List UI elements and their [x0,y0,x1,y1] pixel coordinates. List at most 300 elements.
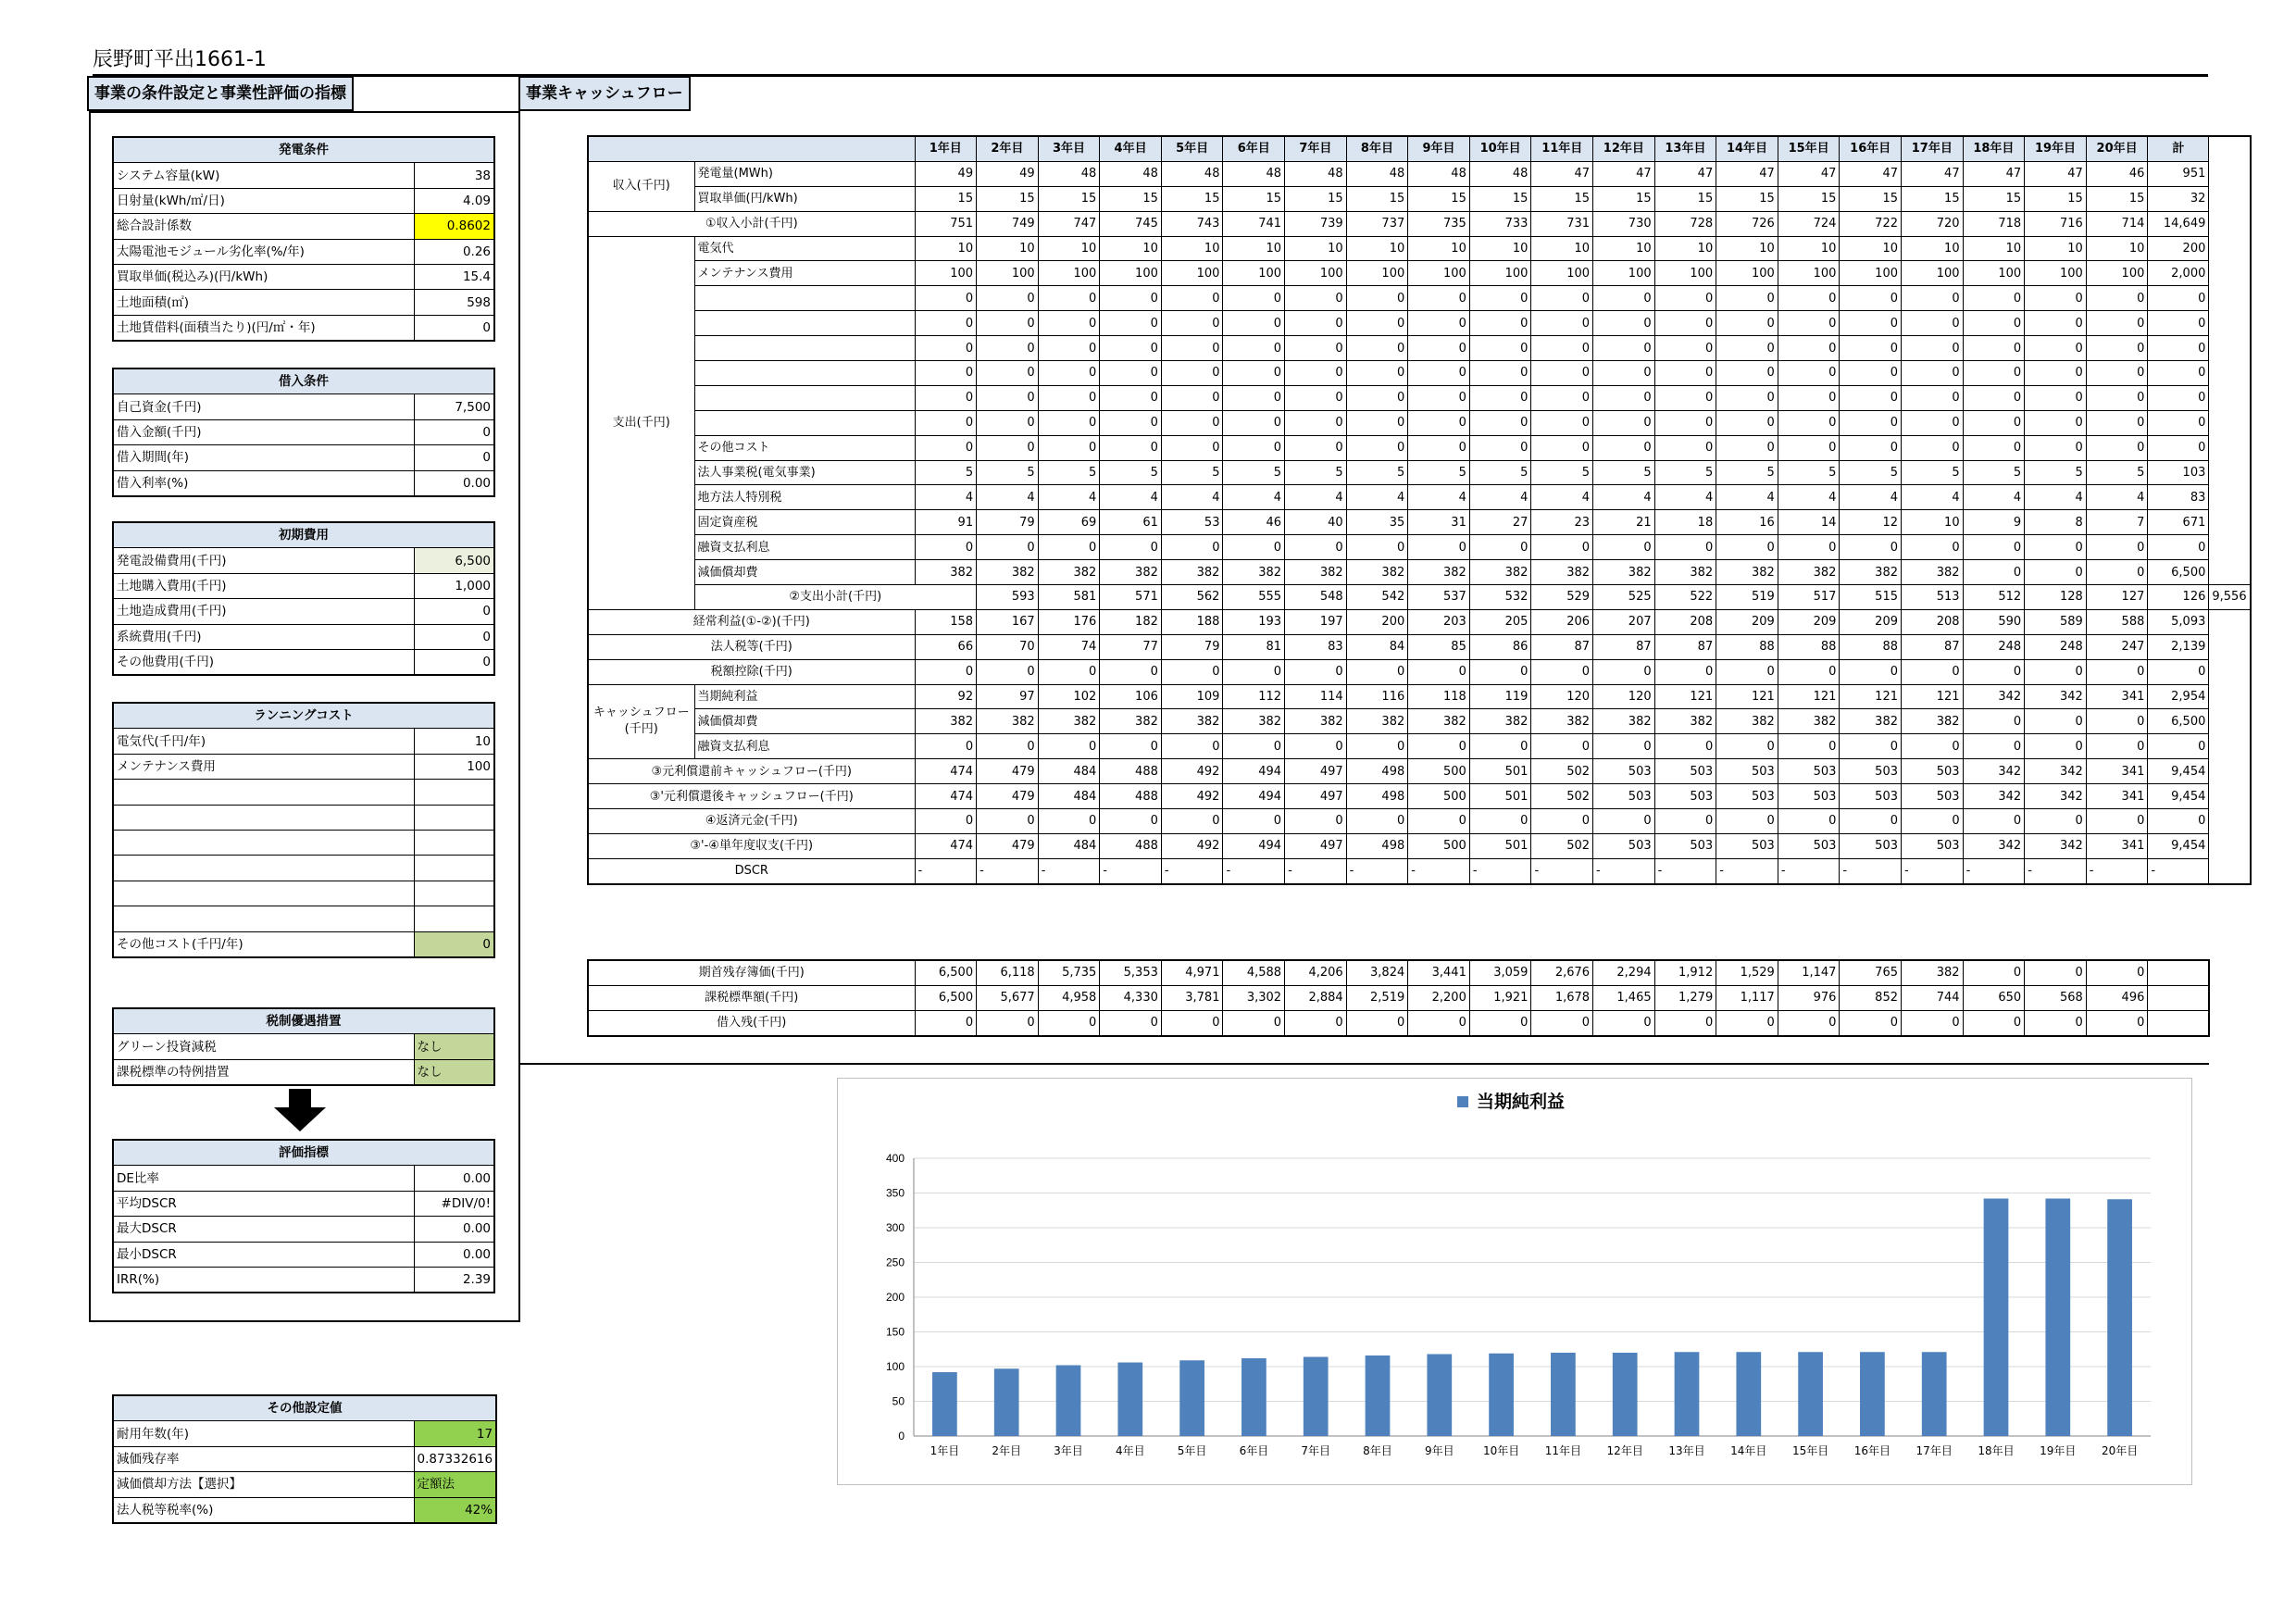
row-value[interactable]: 7,500 [414,394,494,419]
value-cell: 0 [1716,435,1778,460]
value-cell: 0 [1038,1010,1100,1035]
value-cell: 0 [2025,659,2087,684]
row-value[interactable]: 0.87332616 [414,1446,496,1471]
value-cell: 0 [1902,336,1964,361]
value-cell: 100 [2025,261,2087,286]
value-cell: 555 [1223,585,1285,610]
value-cell: 976 [1778,985,1840,1010]
row-value[interactable]: 0 [414,315,494,341]
value-cell: 5 [1593,460,1655,485]
value-cell: 53 [1161,510,1223,535]
section-heading-conditions: 事業の条件設定と事業性評価の指標 [87,76,354,111]
value-cell: 852 [1840,985,1902,1010]
value-cell: 0 [1285,385,1347,410]
value-cell: 0 [1161,809,1223,834]
total-cell: 83 [2148,485,2209,510]
row-value[interactable]: 0.00 [414,1166,494,1191]
value-cell: 484 [1038,833,1100,858]
value-cell: 4 [1531,485,1593,510]
value-cell: 733 [1469,211,1531,236]
value-cell: 0 [1778,361,1840,386]
value-cell: 500 [1408,759,1470,784]
value-cell: 0 [1100,435,1162,460]
value-cell: 503 [1716,784,1778,809]
value-cell: 100 [1346,261,1408,286]
value-cell: 498 [1346,784,1408,809]
value-cell: - [1346,858,1408,883]
value-cell: 0 [1840,535,1902,560]
x-tick-label: 7年目 [1301,1444,1331,1457]
value-cell: 4,206 [1285,960,1347,985]
total-cell: 2,000 [2148,261,2209,286]
value-cell: 503 [1778,833,1840,858]
value-cell: 0 [1716,659,1778,684]
row-label: 融資支払利息 [694,535,915,560]
row-value[interactable]: 6,500 [414,548,494,573]
value-cell: 503 [1654,833,1716,858]
value-cell: 121 [1902,684,1964,709]
value-cell: 0 [2086,311,2148,336]
value-cell: 188 [1161,609,1223,634]
value-cell: 382 [1285,560,1347,585]
value-cell: 16 [1716,510,1778,535]
row-label: その他費用(千円) [113,649,414,675]
value-cell: 4 [1346,485,1408,510]
value-cell: 728 [1654,211,1716,236]
table-row [588,311,2251,336]
value-cell: 532 [1469,585,1531,610]
x-tick-label: 13年目 [1668,1444,1705,1457]
row-label: 最小DSCR [113,1242,414,1267]
value-cell: 0 [1038,361,1100,386]
value-cell: 119 [1469,684,1531,709]
value-cell: 342 [1963,759,2025,784]
value-cell: 382 [977,709,1039,734]
value-cell: 0 [1038,311,1100,336]
value-cell: 0 [1038,435,1100,460]
row-value[interactable] [414,856,494,881]
value-cell: 4,588 [1223,960,1285,985]
table-row [113,1242,494,1267]
value-cell: 0 [1654,336,1716,361]
value-cell: 492 [1161,759,1223,784]
value-cell: 0 [2025,709,2087,734]
value-cell: 88 [1778,634,1840,659]
value-cell: 100 [1654,261,1716,286]
row-label: 融資支払利息 [694,734,915,759]
table-row [588,410,2251,435]
value-cell: 0 [1469,535,1531,560]
value-cell: 10 [1408,236,1470,261]
arrow-down-icon [272,1089,328,1133]
value-cell: 5 [2025,460,2087,485]
row-label: 期首残存簿価(千円) [588,960,915,985]
bar [1366,1355,1391,1436]
table-header-tax: 税制優遇措置 [113,1008,494,1034]
value-cell: 0 [1531,410,1593,435]
value-cell: 342 [2025,784,2087,809]
value-cell: 15 [2025,186,2087,211]
value-cell: 0 [977,809,1039,834]
row-value[interactable] [414,881,494,906]
table-row [588,858,2251,883]
bar [1984,1199,2009,1437]
row-value[interactable]: 0 [414,624,494,649]
value-cell: 0 [1408,385,1470,410]
value-cell: 0 [1223,286,1285,311]
year-header: 15年目 [1778,136,1840,161]
value-cell: 0 [1285,286,1347,311]
value-cell: 0 [1716,535,1778,560]
total-cell [2148,1010,2209,1035]
value-cell: 1,912 [1654,960,1716,985]
value-cell: 722 [1840,211,1902,236]
row-value[interactable]: 0.26 [414,239,494,264]
row-label [694,410,915,435]
value-cell: 0 [915,286,977,311]
table-row [113,264,494,289]
value-cell: 1,117 [1716,985,1778,1010]
row-label: 土地賃借料(面積当たり)(円/㎡・年) [113,315,414,341]
table-row [588,211,2251,236]
value-cell: 0 [1408,1010,1470,1035]
x-tick-label: 10年目 [1482,1444,1520,1457]
value-cell: 205 [1469,609,1531,634]
value-cell: 0 [1654,435,1716,460]
total-cell: 0 [2148,385,2209,410]
value-cell: 488 [1100,759,1162,784]
value-cell: 0 [1346,385,1408,410]
x-tick-label: 2年目 [992,1444,1022,1457]
row-label: 発電量(MWh) [694,161,915,186]
value-cell: 1,529 [1716,960,1778,985]
year-header: 11年目 [1531,136,1593,161]
value-cell: 5 [1654,460,1716,485]
value-cell: 12 [1840,510,1902,535]
row-value[interactable] [414,805,494,830]
row-value[interactable]: 2.39 [414,1267,494,1293]
value-cell: 112 [1223,684,1285,709]
value-cell: 0 [1285,734,1347,759]
value-cell: 10 [1285,236,1347,261]
x-tick-label: 17年目 [1915,1444,1953,1457]
value-cell: 15 [1408,186,1470,211]
value-cell: 382 [1469,560,1531,585]
value-cell: 10 [2086,236,2148,261]
value-cell: 0 [1840,659,1902,684]
value-cell: 10 [1161,236,1223,261]
value-cell: 4 [977,485,1039,510]
row-value[interactable]: 38 [414,163,494,188]
row-value[interactable]: なし [414,1059,494,1085]
value-cell: 1,921 [1469,985,1531,1010]
value-cell: 0 [1100,1010,1162,1035]
row-label: 系統費用(千円) [113,624,414,649]
y-tick-label: 250 [885,1255,905,1269]
row-value[interactable]: 0 [414,445,494,470]
row-value[interactable]: 0 [414,419,494,444]
value-cell: 4 [915,485,977,510]
total-cell: 951 [2148,161,2209,186]
value-cell: 503 [1778,784,1840,809]
value-cell: 0 [977,435,1039,460]
row-value[interactable]: 0 [414,649,494,675]
value-cell: 0 [1223,410,1285,435]
value-cell: 0 [915,410,977,435]
value-cell: 0 [1593,311,1655,336]
row-label: 課税標準額(千円) [588,985,915,1010]
row-label: 土地造成費用(千円) [113,599,414,624]
value-cell: 0 [1902,535,1964,560]
value-cell: 0 [1778,410,1840,435]
row-value[interactable]: 0.00 [414,1242,494,1267]
row-value[interactable]: 15.4 [414,264,494,289]
x-tick-label: 4年目 [1115,1444,1145,1457]
row-value[interactable]: 17 [414,1421,496,1446]
row-value[interactable]: 0.00 [414,470,494,496]
y-tick-label: 50 [892,1394,905,1408]
value-cell: 91 [915,510,977,535]
bar [1613,1353,1638,1436]
value-cell: 3,781 [1161,985,1223,1010]
value-cell: 85 [1408,634,1470,659]
row-value[interactable]: 0 [414,931,494,957]
row-label: ③'元利償還後キャッシュフロー(千円) [588,784,915,809]
value-cell: 501 [1469,784,1531,809]
value-cell: 0 [1716,286,1778,311]
year-header: 13年目 [1654,136,1716,161]
y-tick-label: 0 [898,1430,905,1443]
value-cell: 0 [1346,659,1408,684]
value-cell: 5 [1531,460,1593,485]
table-row [113,1472,496,1497]
value-cell: 479 [977,759,1039,784]
value-cell: 18 [1654,510,1716,535]
value-cell: 0 [1778,734,1840,759]
value-cell: 27 [1469,510,1531,535]
year-header: 8年目 [1346,136,1408,161]
row-value[interactable] [414,780,494,805]
value-cell: 0 [915,659,977,684]
value-cell: 0 [1469,336,1531,361]
row-value[interactable]: 10 [414,729,494,754]
value-cell: 14 [1778,510,1840,535]
total-cell: 6,500 [2148,709,2209,734]
bar [1922,1352,1947,1436]
bar [1427,1355,1452,1437]
value-cell: 382 [1408,709,1470,734]
row-value[interactable]: 0.00 [414,1217,494,1242]
value-cell: 0 [1963,385,2025,410]
row-value[interactable]: 100 [414,754,494,779]
value-cell: 0 [1100,659,1162,684]
value-cell: - [1902,858,1964,883]
row-value[interactable] [414,906,494,931]
value-cell: 0 [1285,809,1347,834]
bar [2045,1199,2070,1437]
row-value[interactable] [414,830,494,855]
value-cell: 0 [1346,435,1408,460]
value-cell: 47 [1654,161,1716,186]
total-cell: 9,454 [2148,833,2209,858]
value-cell: 8 [2025,510,2087,535]
value-cell: 48 [1038,161,1100,186]
value-cell: 0 [915,385,977,410]
value-cell: 0 [977,659,1039,684]
table-init [112,521,495,676]
value-cell: 0 [1654,311,1716,336]
value-cell: 0 [2025,1010,2087,1035]
value-cell: 15 [1963,186,2025,211]
row-label: 借入残(千円) [588,1010,915,1035]
value-cell: 21 [1593,510,1655,535]
value-cell: 0 [977,336,1039,361]
row-value[interactable]: なし [414,1034,494,1059]
value-cell: 0 [1531,1010,1593,1035]
value-cell: 4 [1840,485,1902,510]
value-cell: 0 [1593,385,1655,410]
total-cell: 0 [2148,734,2209,759]
value-cell: 0 [1531,361,1593,386]
value-cell: 0 [1469,410,1531,435]
row-label: 減価償却方法【選択】 [113,1472,414,1497]
value-cell: 47 [1963,161,2025,186]
value-cell: 0 [1408,809,1470,834]
table-loan [112,368,495,497]
value-cell: 0 [1840,336,1902,361]
value-cell: 5,735 [1038,960,1100,985]
table-row [113,163,494,188]
value-cell: 0 [1654,659,1716,684]
value-cell: 382 [1346,709,1408,734]
value-cell: 0 [1346,734,1408,759]
row-label: システム容量(kW) [113,163,414,188]
value-cell: 382 [1593,709,1655,734]
value-cell: 10 [977,236,1039,261]
total-cell: 9,556 [2209,585,2251,610]
row-label: DSCR [588,858,915,883]
table-row [588,1010,2209,1035]
value-cell: 0 [1593,410,1655,435]
value-cell: 0 [1469,286,1531,311]
row-value[interactable]: 4.09 [414,188,494,213]
value-cell: 0 [1716,410,1778,435]
value-cell: 6,500 [915,960,977,985]
row-label [694,311,915,336]
value-cell: 0 [1593,286,1655,311]
value-cell: 0 [1038,809,1100,834]
value-cell: 2,200 [1408,985,1470,1010]
value-cell: 47 [1593,161,1655,186]
value-cell: 0 [1840,385,1902,410]
total-cell: 0 [2148,286,2209,311]
value-cell: 121 [1716,684,1778,709]
bar [1056,1366,1081,1437]
value-cell: 0 [2025,286,2087,311]
value-cell: 751 [915,211,977,236]
value-cell: 0 [1223,659,1285,684]
row-label: 日射量(kWh/㎡/日) [113,188,414,213]
total-cell: - [2148,858,2209,883]
value-cell: 0 [1408,734,1470,759]
value-cell: - [1716,858,1778,883]
value-cell: 0 [1963,659,2025,684]
value-cell: 7 [2086,510,2148,535]
year-header: 4年目 [1100,136,1162,161]
table-row [588,161,2251,186]
value-cell: 0 [1778,809,1840,834]
value-cell: 0 [1038,535,1100,560]
row-label [694,286,915,311]
value-cell: 502 [1531,833,1593,858]
row-value[interactable]: #DIV/0! [414,1191,494,1216]
row-label: メンテナンス費用 [113,754,414,779]
value-cell: 0 [1902,659,1964,684]
value-cell: 15 [1038,186,1100,211]
value-cell: 109 [1161,684,1223,709]
row-value[interactable]: 0 [414,599,494,624]
value-cell: 0 [915,311,977,336]
value-cell: 0 [1161,385,1223,410]
value-cell: 0 [1469,311,1531,336]
value-cell: 0 [1593,1010,1655,1035]
value-cell: 5 [1346,460,1408,485]
value-cell: 0 [2086,659,2148,684]
y-tick-label: 100 [885,1360,905,1373]
value-cell: 0 [1100,385,1162,410]
x-tick-label: 9年目 [1424,1444,1454,1457]
value-cell: 0 [1840,410,1902,435]
value-cell: 5 [1408,460,1470,485]
section-divider [518,1063,2209,1065]
value-cell: 0 [977,361,1039,386]
value-cell: 15 [1902,186,1964,211]
value-cell: 5 [2086,460,2148,485]
row-label: 減価償却費 [694,560,915,585]
row-label: IRR(%) [113,1267,414,1293]
year-header: 3年目 [1038,136,1100,161]
total-cell: 9,454 [2148,759,2209,784]
value-cell: 497 [1285,784,1347,809]
row-label: 税額控除(千円) [588,659,915,684]
value-cell: 69 [1038,510,1100,535]
value-cell: 70 [977,634,1039,659]
value-cell: 35 [1346,510,1408,535]
row-value[interactable]: 0.8602 [414,214,494,239]
x-tick-label: 5年目 [1177,1444,1207,1457]
value-cell: - [1840,858,1902,883]
value-cell: 0 [1593,336,1655,361]
value-cell: 3,302 [1223,985,1285,1010]
row-value[interactable]: 定額法 [414,1472,496,1497]
table-row [113,931,494,957]
row-value[interactable]: 1,000 [414,573,494,598]
value-cell: 503 [1593,833,1655,858]
value-cell: 0 [1285,410,1347,435]
row-label: ①収入小計(千円) [588,211,915,236]
value-cell: 203 [1408,609,1470,634]
value-cell: - [1963,858,2025,883]
value-cell: 0 [1654,410,1716,435]
value-cell: - [1408,858,1470,883]
row-label: 電気代 [694,236,915,261]
value-cell: 4,958 [1038,985,1100,1010]
row-value[interactable]: 42% [414,1497,496,1523]
value-cell: 15 [1531,186,1593,211]
year-header: 9年目 [1408,136,1470,161]
table-row [588,261,2251,286]
row-value[interactable]: 598 [414,290,494,315]
